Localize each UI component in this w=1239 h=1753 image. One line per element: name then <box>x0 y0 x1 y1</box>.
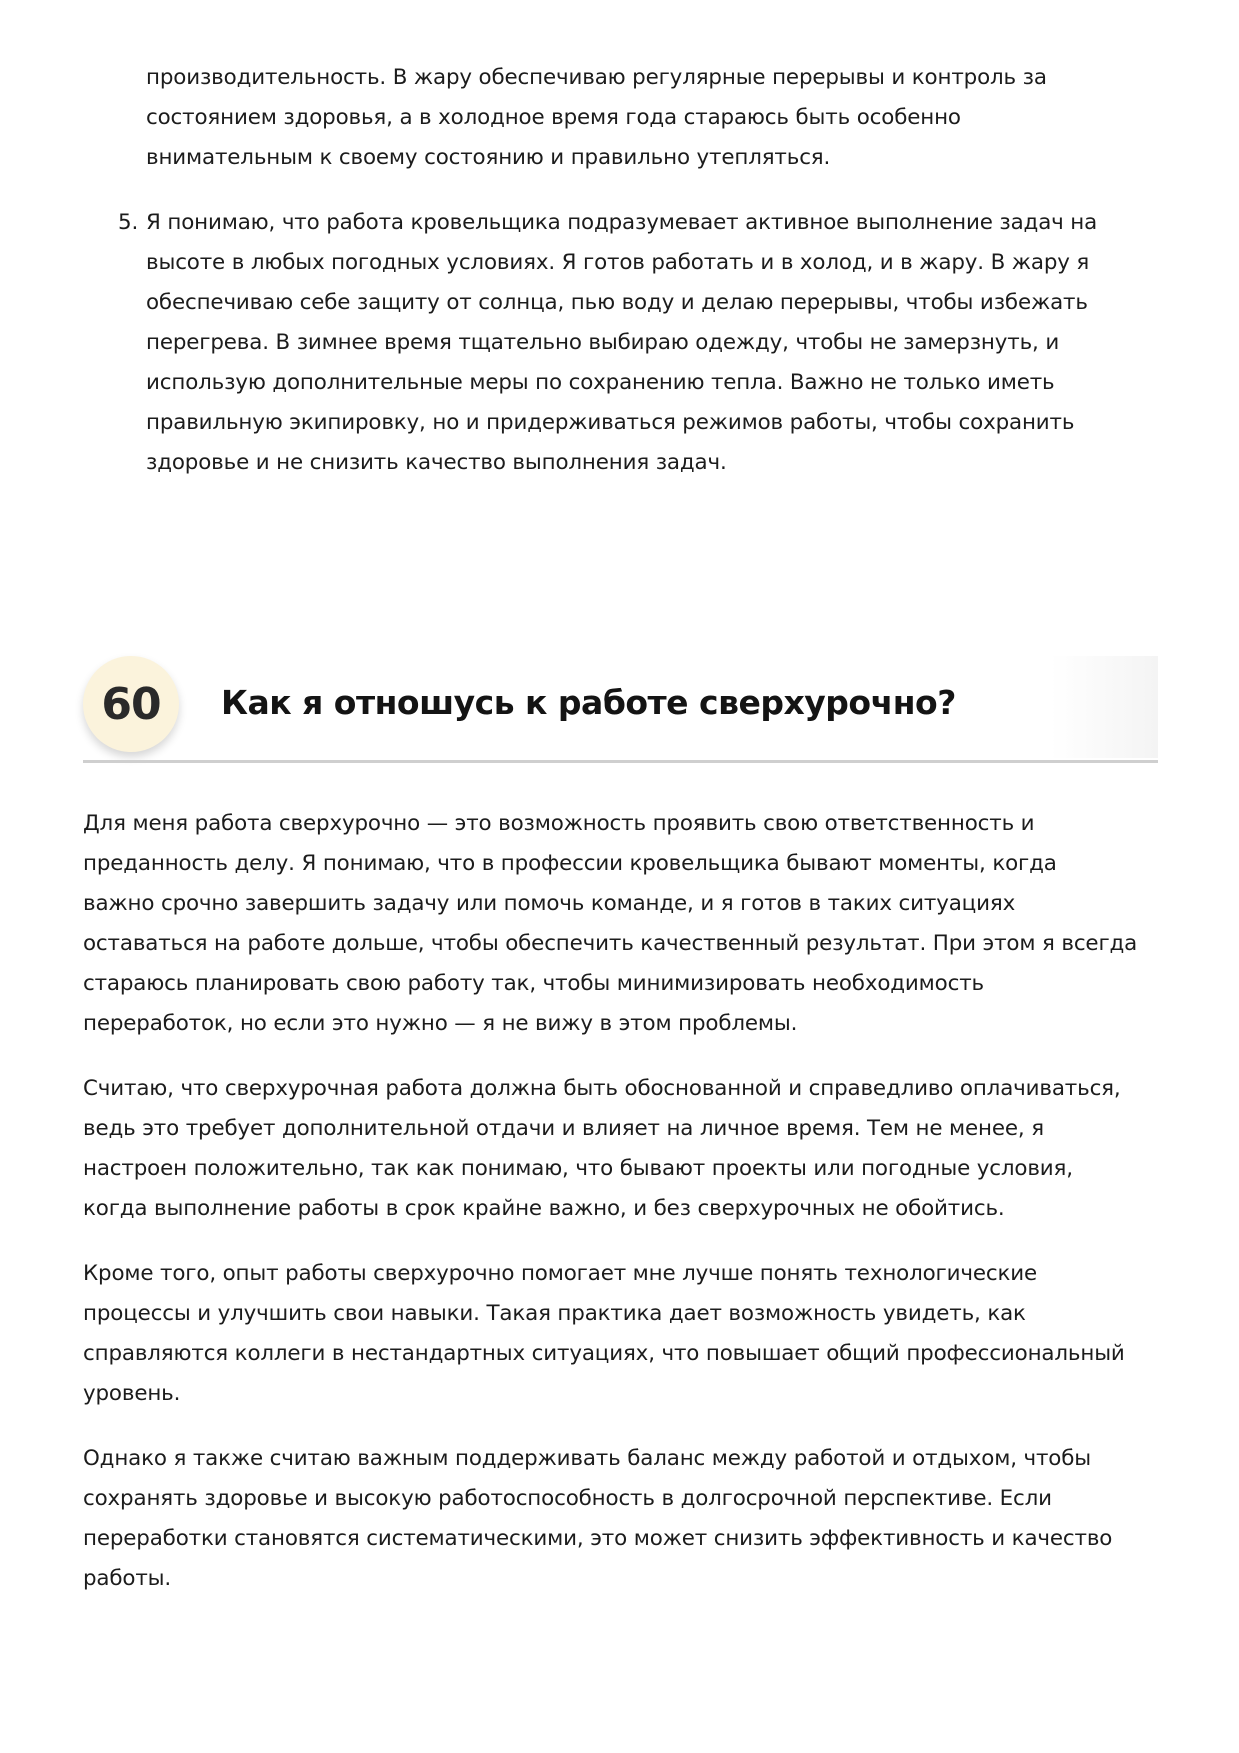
section-title: Как я отношусь к работе сверхурочно? <box>221 683 956 722</box>
paragraph <box>83 804 1163 1044</box>
section-heading <box>83 656 1158 766</box>
section-divider <box>83 760 1158 763</box>
paragraph <box>83 1254 1163 1414</box>
list-item-marker: 5. <box>118 210 139 235</box>
list-item-line: Я понимаю, что работа кровельщика подразумевает активное выполнение задач на <box>146 210 1098 235</box>
list-item-line: правильную экипировку, но и придерживаться режимов работы, чтобы сохранить <box>146 410 1075 435</box>
list-item-line: состоянием здоровья, а в холодное время года стараюсь быть особенно <box>146 105 961 130</box>
list-item-line: внимательным к своему состоянию и правильно утепляться. <box>146 145 831 170</box>
paragraph-line: переработки становятся систематическими, это может снизить эффективность и качество <box>83 1526 1113 1551</box>
list-item-line: обеспечиваю себе защиту от солнца, пью воду и делаю перерывы, чтобы избежать <box>146 290 1088 315</box>
paragraph-line: Для меня работа сверхурочно — это возможность проявить свою ответственность и <box>83 811 1035 836</box>
list-item <box>114 203 1144 483</box>
list-item-line: здоровье и не снизить качество выполнения задач. <box>146 450 727 475</box>
paragraph-line: работы. <box>83 1566 172 1591</box>
paragraph-line: оставаться на работе дольше, чтобы обеспечить качественный результат. При этом я всегда <box>83 931 1138 956</box>
paragraph-line: процессы и улучшить свои навыки. Такая практика дает возможность увидеть, как <box>83 1301 1026 1326</box>
section-body <box>83 804 1163 1599</box>
paragraph-line: уровень. <box>83 1381 181 1406</box>
paragraph-line: Однако я также считаю важным поддерживать баланс между работой и отдыхом, чтобы <box>83 1446 1092 1471</box>
paragraph-line: справляются коллеги в нестандартных ситуациях, что повышает общий профессиональный <box>83 1341 1125 1366</box>
list-item <box>114 58 1144 178</box>
paragraph-line: переработок, но если это нужно — я не вижу в этом проблемы. <box>83 1011 798 1036</box>
section-heading-band <box>83 656 1158 758</box>
paragraph <box>83 1069 1163 1229</box>
numbered-list <box>114 58 1144 483</box>
list-item-line: использую дополнительные меры по сохранению тепла. Важно не только иметь <box>146 370 1055 395</box>
paragraph-line: Считаю, что сверхурочная работа должна быть обоснованной и справедливо оплачиваться, <box>83 1076 1121 1101</box>
paragraph-line: когда выполнение работы в срок крайне важно, и без сверхурочных не обойтись. <box>83 1196 1005 1221</box>
paragraph <box>83 1439 1163 1599</box>
paragraph-line: Кроме того, опыт работы сверхурочно помогает мне лучше понять технологические <box>83 1261 1038 1286</box>
list-item-line: перегрева. В зимнее время тщательно выбираю одежду, чтобы не замерзнуть, и <box>146 330 1060 355</box>
list-item-line: производительность. В жару обеспечиваю регулярные перерывы и контроль за <box>146 65 1047 90</box>
paragraph-line: стараюсь планировать свою работу так, чтобы минимизировать необходимость <box>83 971 984 996</box>
paragraph-line: настроен положительно, так как понимаю, что бывают проекты или погодные условия, <box>83 1156 1073 1181</box>
paragraph-line: важно срочно завершить задачу или помочь команде, и я готов в таких ситуациях <box>83 891 1016 916</box>
paragraph-line: преданность делу. Я понимаю, что в профессии кровельщика бывают моменты, когда <box>83 851 1057 876</box>
list-item-line: высоте в любых погодных условиях. Я готов работать и в холод, и в жару. В жару я <box>146 250 1090 275</box>
paragraph-line: ведь это требует дополнительной отдачи и влияет на личное время. Тем не менее, я <box>83 1116 1044 1141</box>
paragraph-line: сохранять здоровье и высокую работоспособность в долгосрочной перспективе. Если <box>83 1486 1052 1511</box>
section-number-badge: 60 <box>83 656 179 752</box>
